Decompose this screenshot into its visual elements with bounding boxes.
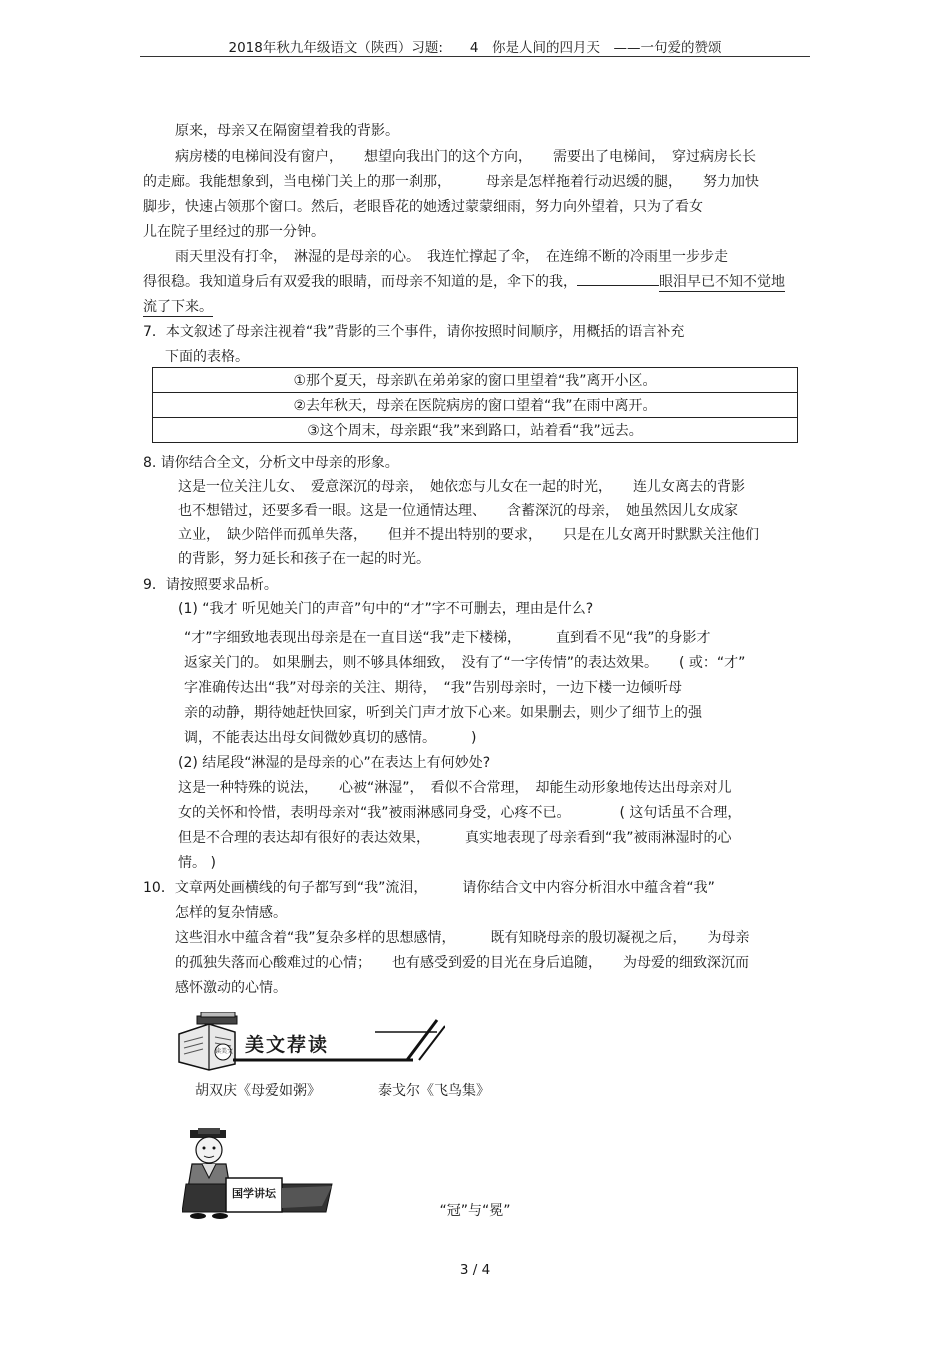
answer-line: 女的关怀和怜惜，表明母亲对“我”被雨淋感同身受，心疼不已。 ( 这句话虽不合理， (178, 805, 742, 821)
table-cell: ①那个夏天，母亲趴在弟弟家的窗口里望着“我”离开小区。 (153, 368, 798, 393)
answer-line: 的孤独失落而心酸难过的心情； 也有感受到爱的目光在身后追随， 为母爱的细致深沉而 (175, 955, 749, 971)
answer-line: 这是一位关注儿女、 爱意深沉的母亲， 她依恋与儿女在一起的时光， 连儿女离去的背影 (178, 479, 745, 495)
table-row (153, 368, 798, 393)
passage-paragraph: 原来，母亲又在隔窗望着我的背影。 (175, 123, 399, 139)
question-9-sub2-stem: (2) 结尾段“淋湿的是母亲的心”在表达上有何妙处? (178, 755, 491, 771)
passage-text: 得很稳。我知道身后有双爱我的眼睛，而母亲不知道的是，伞下的我， (143, 274, 577, 290)
answer-line: 情。 ) (178, 855, 216, 871)
answer-line: 立业， 缺少陪伴而孤单失落， 但并不提出特别的要求， 只是在儿女离开时默默关注他们 (178, 527, 759, 543)
sinology-forum-title: 国学讲坛 (232, 1187, 276, 1200)
question-7-stem: 7．本文叙述了母亲注视着“我”背影的三个事件，请你按照时间顺序，用概括的语言补充 (143, 324, 685, 340)
passage-line: 雨天里没有打伞， 淋湿的是母亲的心。 我连忙撑起了伞， 在连绵不断的冷雨里一步步走 (175, 249, 728, 265)
recommended-reading-banner (175, 1012, 445, 1074)
passage-line: 的走廊。我能想象到，当电梯门关上的那一刹那， 母亲是怎样拖着行动迟缓的腿， 努力加快 (143, 174, 759, 190)
recommended-reading-title: 美文荐读 (245, 1034, 330, 1056)
answer-line: 感怀激动的心情。 (175, 980, 287, 996)
answer-line: 亲的动静，期待她赶快回家，听到关门声才放下心来。如果删去，则少了细节上的强 (184, 705, 702, 721)
page-number: 3 / 4 (459, 1262, 491, 1278)
answer-line: 但是不合理的表达却有很好的表达效果， 真实地表现了母亲看到“我”被雨淋湿时的心 (178, 830, 732, 846)
question-10-stem: 10．文章两处画横线的句子都写到“我”流泪， 请你结合文中内容分析泪水中蕴含着“我” (143, 880, 715, 896)
answer-line: “才”字细致地表现出母亲是在一直目送“我”走下楼梯， 直到看不见“我”的身影才 (184, 630, 711, 646)
underlined-text: 流了下来。 (143, 299, 213, 315)
underlined-sentence-end (143, 296, 213, 316)
article-title: “冠”与“冕” (439, 1203, 511, 1219)
page-header: 2018年秋九年级语文（陕西）习题: 4 你是人间的四月天 ——一句爱的赞颂 (228, 40, 722, 56)
table-cell: ③这个周末，母亲跟“我”来到路口，站着看“我”远去。 (153, 418, 798, 443)
underline-gap (577, 273, 659, 286)
question-7-table (152, 367, 798, 443)
badge-label: 读美文 (215, 1048, 234, 1055)
recommended-item: 泰戈尔《飞鸟集》 (378, 1083, 490, 1099)
underlined-sentence: 眼泪早已不知不觉地 (659, 274, 785, 290)
table-cell: ②去年秋天，母亲在医院病房的窗口望着“我”在雨中离开。 (153, 393, 798, 418)
answer-line: 这些泪水中蕴含着“我”复杂多样的思想感情， 既有知晓母亲的殷切凝视之后， 为母亲 (175, 930, 750, 946)
answer-line: 的背影，努力延长和孩子在一起的时光。 (178, 551, 430, 567)
passage-line: 脚步，快速占领那个窗口。然后，老眼昏花的她透过蒙蒙细雨，努力向外望着，只为了看女 (143, 199, 703, 215)
table-row (153, 393, 798, 418)
header-rule (140, 56, 810, 57)
question-8-stem: 8. 请你结合全文，分析文中母亲的形象。 (143, 455, 399, 471)
question-9-sub1-stem: (1) “我才 听见她关门的声音”句中的“才”字不可删去，理由是什么? (178, 601, 594, 617)
question-10-stem-cont: 怎样的复杂情感。 (175, 905, 287, 921)
answer-line: 调，不能表达出母女间微妙真切的感情。 ) (184, 730, 477, 746)
passage-line (143, 271, 785, 291)
answer-line: 这是一种特殊的说法， 心被“淋湿”， 看似不合常理， 却能生动形象地传达出母亲对儿 (178, 780, 732, 796)
question-9-stem: 9．请按照要求品析。 (143, 577, 278, 593)
table-row (153, 418, 798, 443)
answer-line: 字准确传达出“我”对母亲的关注、期待， “我”告别母亲时，一边下楼一边倾听母 (184, 680, 683, 696)
passage-line: 儿在院子里经过的那一分钟。 (143, 224, 325, 240)
passage-line: 病房楼的电梯间没有窗户， 想望向我出门的这个方向， 需要出了电梯间， 穿过病房长长 (175, 149, 756, 165)
answer-line: 返家关门的。 如果删去，则不够具体细致， 没有了“一字传情”的表达效果。 ( 或：“才” (184, 655, 746, 671)
question-7-stem-cont: 下面的表格。 (165, 349, 249, 365)
recommended-item: 胡双庆《母爱如粥》 (195, 1083, 321, 1099)
answer-line: 也不想错过，还要多看一眼。这是一位通情达理、 含蓄深沉的母亲， 她虽然因儿女成家 (178, 503, 738, 519)
